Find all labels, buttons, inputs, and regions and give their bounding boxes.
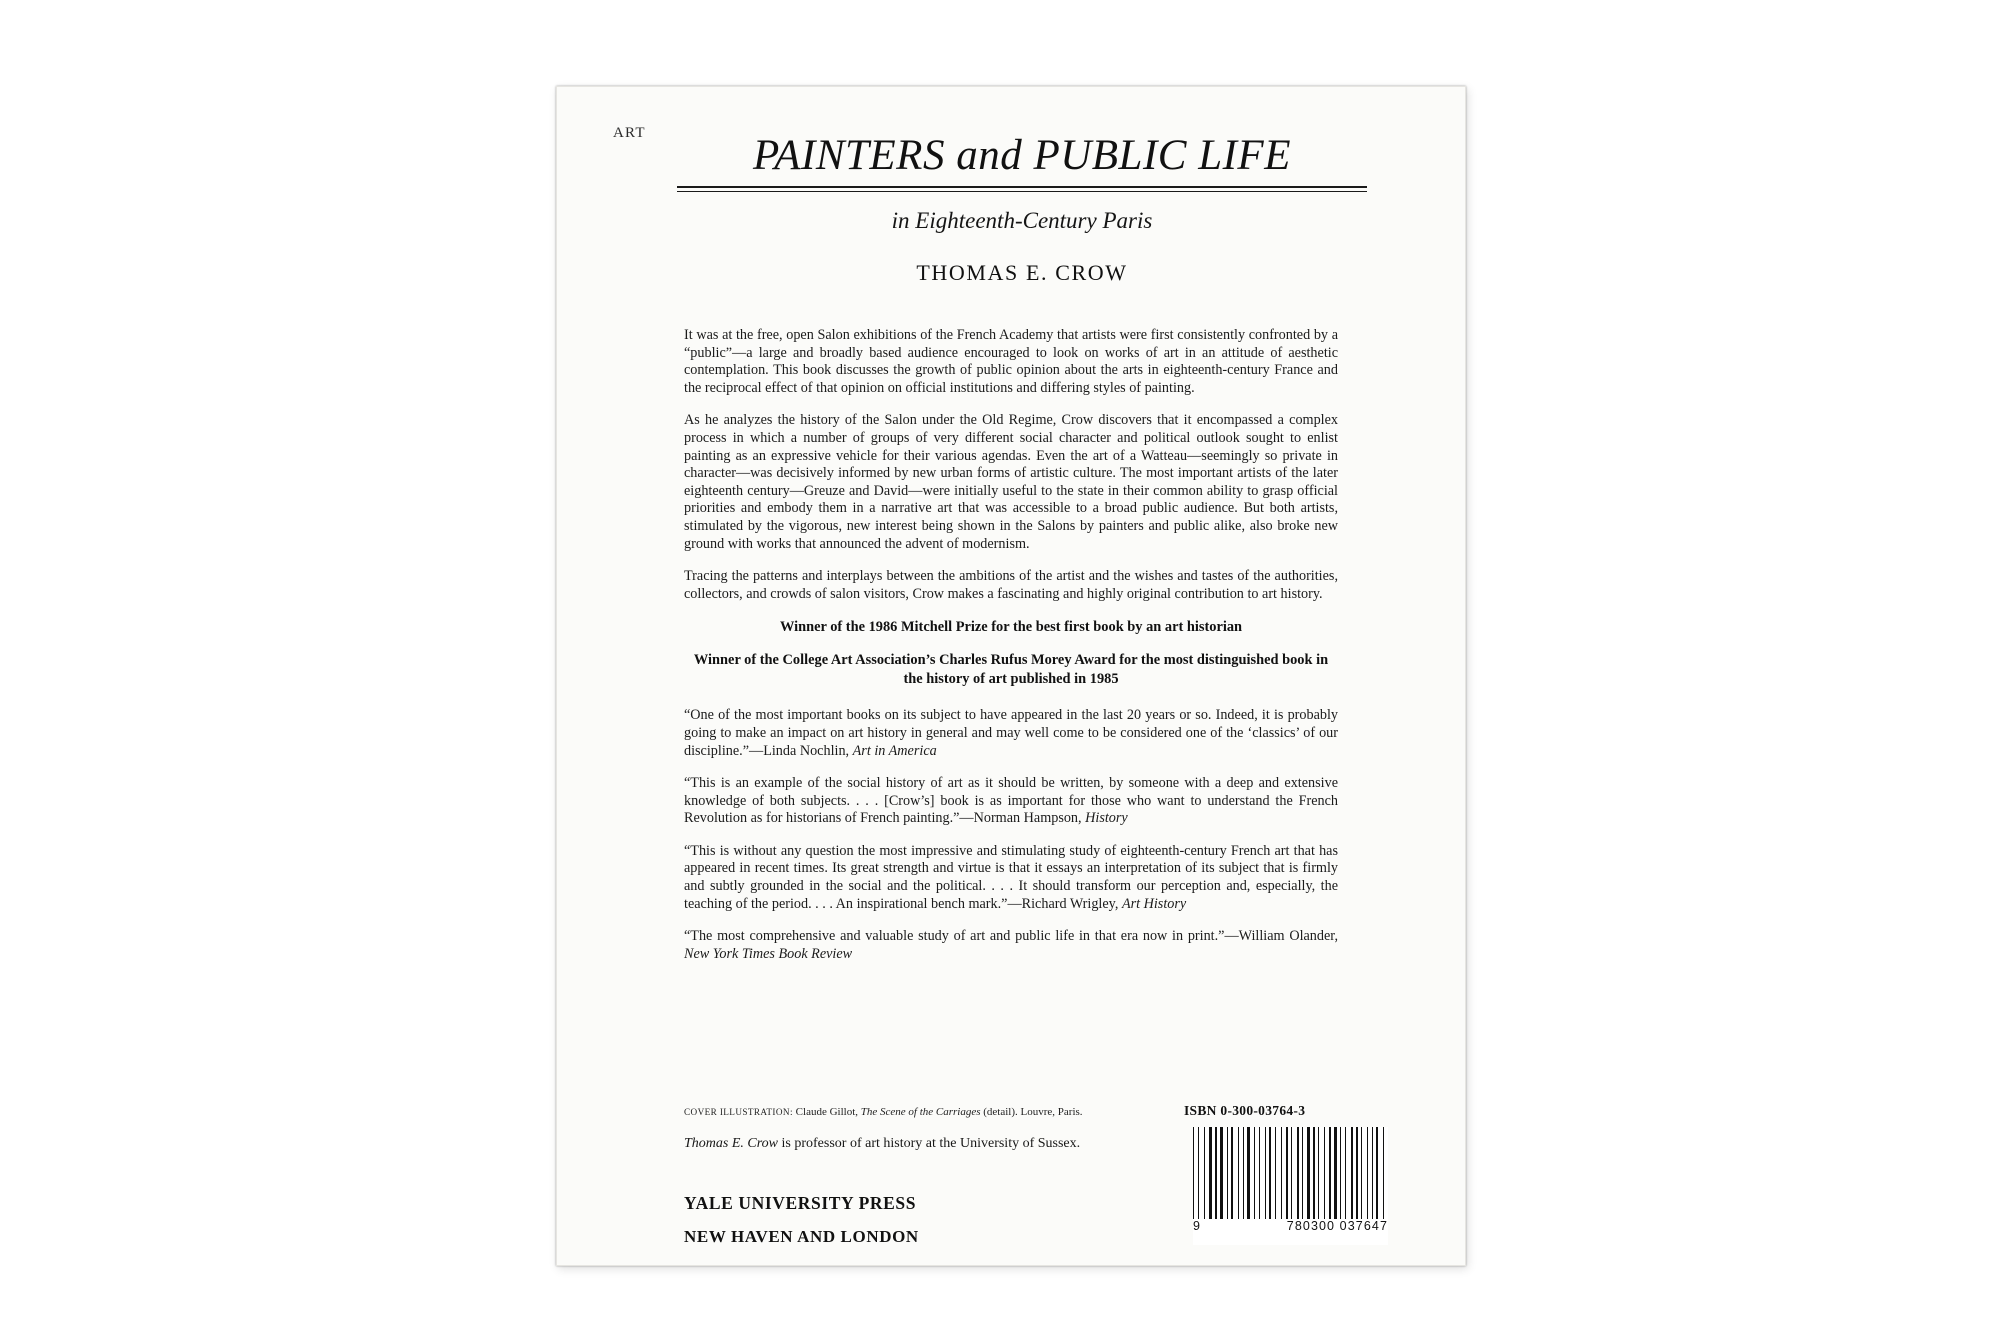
review-quote-2-source: History [1085, 810, 1128, 827]
barcode-number: 780300 037647 [1286, 1219, 1388, 1233]
book-subtitle: in Eighteenth-Century Paris [891, 208, 1153, 233]
review-quote-4 [684, 928, 1338, 963]
barcode-bars [1193, 1127, 1388, 1219]
review-quote-3-source: Art History [1121, 895, 1187, 912]
author-bio [684, 1135, 1204, 1152]
publisher-name: YALE UNIVERSITY PRESS [684, 1193, 917, 1213]
review-quote-3-text: “This is without any question the most impressive and stimulating study of eighteenth-century French art that has appeared in recent times. Its great strength and virtue is that it essays an interpretation of its subject that is firmly and subtly grounded in the social and the political. . . . It should transform our perception and, especially, the teaching of the period. . . . An inspirational bench mark.”—Richard Wrigley, [684, 842, 1338, 912]
blurb-paragraph-2: As he analyzes the history of the Salon under the Old Regime, Crow discovers that it encompassed a complex process in which a number of groups of very different social character and political outlook sought to enlist painting as an expressive vehicle for their various agendas. Even the art of a Watteau—seemingly so private in character—was decisively informed by new urban forms of artistic culture. The most important artists of the later eighteenth century—Greuze and David—were initially useful to the state in their common ability to grasp official priorities and embody them in a narrative art that was accessible to a broad public audience. But both artists, stimulated by the vigorous, new interest being shown in the Salons by painters and public alike, also broke new ground with works that announced the advent of modernism. [684, 412, 1338, 552]
review-quote-2 [684, 775, 1338, 828]
publisher-city: NEW HAVEN AND LONDON [684, 1227, 919, 1246]
blurb-paragraph-1: It was at the free, open Salon exhibitions of the French Academy that artists were first consistently confronted by a “public”—a large and broadly based audience encouraged to look on works of art in an attitude of aesthetic contemplation. This book discusses the growth of public opinion about the arts in eighteenth-century France and the reciprocal effect of that opinion on official institutions and differing styles of painting. [684, 327, 1338, 396]
cover-illustration-credit [684, 1105, 1164, 1119]
cover-content [557, 87, 1465, 1265]
credit-work-title: The Scene of the Carriages [860, 1106, 981, 1118]
award-line-1: Winner of the 1986 Mitchell Prize for the best first book by an art historian [779, 619, 1243, 636]
category-label: ART [613, 125, 646, 141]
award-line-2: Winner of the College Art Association’s Charles Rufus Morey Award for the most distinguished book in the history of art published in 1985 [693, 652, 1329, 688]
credit-artist: Claude Gillot, [792, 1106, 861, 1118]
barcode-lead-digit: 9 [1193, 1219, 1202, 1233]
blurb-paragraph-3: Tracing the patterns and interplays between the ambitions of the artist and the wishes and tastes of the authorities, collectors, and crowds of salon visitors, Crow makes a fascinating and highly original contribution to art history. [684, 568, 1338, 602]
review-quote-4-text: “The most comprehensive and valuable study of art and public life in that era now in print.”—William Olander, [684, 928, 1338, 945]
review-quote-2-text: “This is an example of the social history of art as it should be written, by someone with a deep and extensive knowledge of both subjects. . . . [Crow’s] book is as important for those who want to understand the French Revolution as for historians of French painting.”—Norman Hampson, [684, 775, 1338, 827]
review-quote-1-source: Art in America [852, 742, 937, 759]
title-block [677, 131, 1367, 286]
blurb-column [684, 327, 1338, 978]
review-quote-4-source: New York Times Book Review [684, 945, 853, 962]
book-back-cover [556, 86, 1466, 1266]
book-title: PAINTERS and PUBLIC LIFE [753, 132, 1291, 179]
book-author: THOMAS E. CROW [916, 260, 1128, 285]
review-quote-3 [684, 843, 1338, 913]
title-rule [677, 186, 1367, 192]
review-quote-1 [684, 707, 1338, 760]
review-quote-1-text: “One of the most important books on its subject to have appeared in the last 20 years or so. Indeed, it is probably going to make an impact on art history in general and may well come to be considered one of the ‘classics’ of our discipline.”—Linda Nochlin, [684, 707, 1338, 759]
barcode-digits [1193, 1219, 1388, 1233]
author-bio-text: is professor of art history at the University of Sussex. [778, 1136, 1081, 1151]
author-bio-name: Thomas E. Crow [684, 1136, 779, 1151]
credit-rest: (detail). Louvre, Paris. [980, 1106, 1083, 1118]
credit-label: COVER ILLUSTRATION: [684, 1107, 793, 1117]
isbn-label: ISBN 0-300-03764-3 [1184, 1103, 1306, 1118]
barcode [1193, 1127, 1388, 1245]
